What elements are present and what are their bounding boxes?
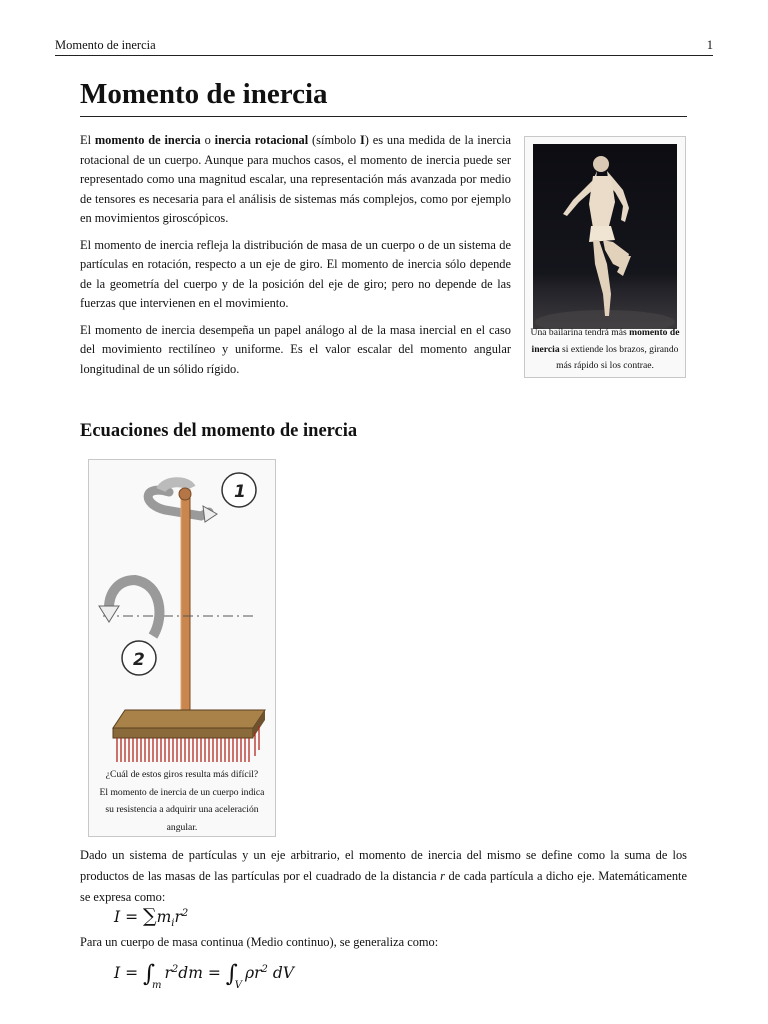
formula2-dv: dV	[267, 964, 294, 982]
running-title: Momento de inercia	[55, 38, 156, 52]
dancer-thumbnail	[524, 136, 686, 378]
sum-symbol: ∑	[143, 905, 157, 927]
bold-term-1: momento de inercia	[531, 327, 680, 355]
integral-symbol: ∫	[143, 961, 155, 987]
bold-term-1: momento de inercia	[94, 133, 201, 147]
ballerina-image[interactable]	[533, 144, 677, 329]
formula2-exponent: 2	[171, 963, 179, 975]
continuous-paragraph: Para un cuerpo de masa continua (Medio continuo), se generaliza como:	[80, 935, 439, 949]
text-segment-0: Una bailarina tendrá más	[530, 327, 630, 338]
formula2-equals-2: =	[207, 964, 221, 982]
formula2-lhs: I	[114, 964, 121, 982]
intro-paragraph-1	[80, 131, 511, 229]
intro-paragraph-3: El momento de inercia desempeña un papel análogo al de la masa inercial en el caso del movimiento rectilíneo y uniforme. Es el valor escalar del momento angular longitudinal de un sólido rígido.	[80, 322, 511, 376]
intro-section	[80, 131, 511, 386]
rotation-label-2: 2	[133, 650, 145, 670]
formula2-exponent-2: 2	[261, 963, 268, 975]
broom-figure	[88, 459, 276, 837]
formula2-equals: =	[125, 964, 139, 982]
text-segment-6: ) es una medida de la inercia rotacional de un cuerpo. Aunque para muchos casos, el momento de inercia puede ser representado como una magnitud escalar, una representación más avanzada por medio de tensores es necesaria para el análisis de sistemas más complejos, como por ejemplo en movimientos giroscópicos.	[80, 133, 511, 225]
formula2-radius: r	[164, 964, 172, 982]
formula-lhs: I	[114, 908, 121, 926]
ballerina-illustration	[533, 144, 677, 329]
continuous-inertia-formula	[114, 958, 294, 991]
intro-paragraph-2: El momento de inercia refleja la distribución de masa de un cuerpo o de un sistema de partículas en rotación, respecto a un eje de giro. El momento de inercia sólo depende de la geometría del cuerpo y de la posición del eje de giro; pero no depende de las fuerzas que intervienen en el movimiento.	[80, 237, 511, 310]
formula-equals: =	[125, 908, 139, 926]
page-header	[55, 38, 713, 56]
broom-illustration	[95, 466, 269, 766]
distance-variable: r	[440, 869, 445, 883]
text-segment-0: El	[80, 133, 95, 147]
bold-term-3: inercia rotacional	[214, 133, 309, 147]
broom-caption-explanation: El momento de inercia de un cuerpo indica su resistencia a adquirir una aceleración angular.	[99, 786, 265, 833]
integral-symbol-2: ∫	[225, 961, 238, 987]
discrete-inertia-formula	[114, 905, 188, 929]
broom-rotation-image[interactable]	[95, 466, 269, 766]
definition-text-1: Dado un sistema de partículas y un eje arbitrario, el momento de inercia del mismo se define como la suma de los productos de las masas de las partículas por el cuadrado de la distancia	[80, 848, 687, 883]
text-segment-2: si extiende los brazos, girando más rápido si los contrae.	[556, 343, 679, 371]
integral-lower-m: m	[151, 980, 162, 991]
text-segment-4: (símbolo	[308, 133, 360, 147]
page-number: 1	[706, 38, 713, 52]
formula2-dm: dm	[178, 964, 203, 982]
text-segment-2: o	[200, 133, 215, 147]
definition-text-2: de cada partícula a dicho eje. Matemáticamente se expresa como:	[80, 869, 687, 904]
article-title: Momento de inercia	[80, 76, 687, 117]
section-title: Ecuaciones del momento de inercia	[80, 421, 358, 441]
dancer-caption	[530, 325, 680, 375]
formula-exponent: 2	[181, 907, 189, 919]
broom-caption-question: ¿Cuál de estos giros resulta más difícil?	[105, 769, 259, 780]
formula-mass: m	[156, 908, 172, 926]
broom-caption	[95, 766, 269, 836]
definition-paragraph	[80, 845, 687, 908]
formula-index: i	[171, 918, 175, 930]
integral-lower-v: V	[234, 980, 242, 991]
bold-term-5: I	[359, 133, 365, 147]
rotation-label-1: 1	[234, 482, 246, 502]
formula2-density: ρr	[244, 964, 262, 982]
formula-radius: r	[174, 908, 182, 926]
